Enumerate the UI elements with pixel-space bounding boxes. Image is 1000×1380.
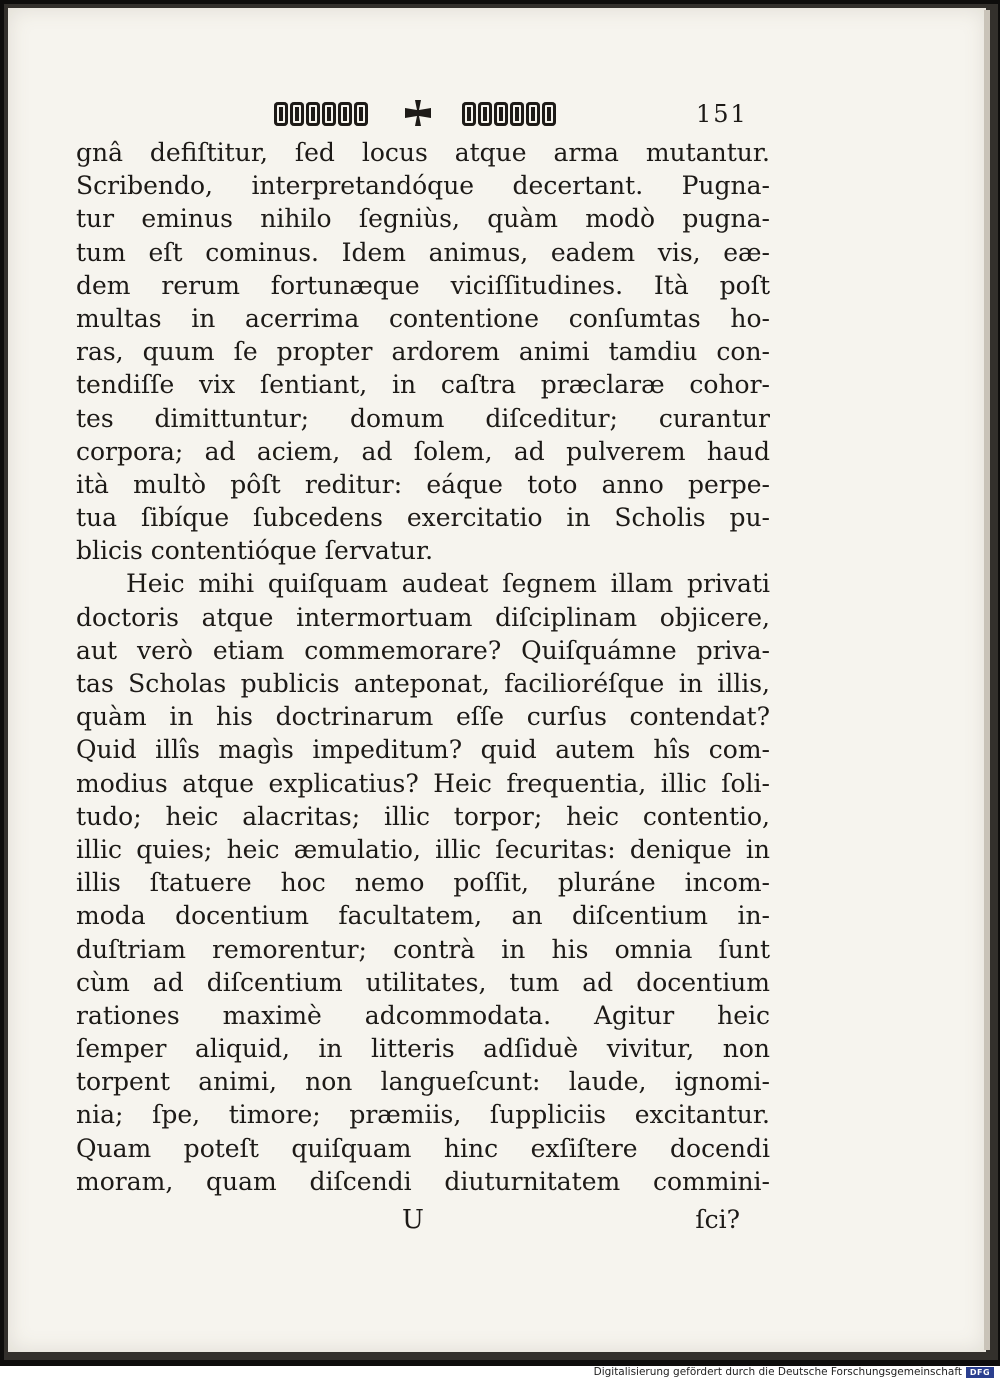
text-line: multas in acerrima contentione conſumtas ho-	[76, 303, 770, 333]
text-line: doctoris atque intermortuam diſciplinam objicere,	[76, 602, 770, 632]
credit-text: Digitalisierung gefördert durch die Deutsche Forschungsgemeinschaft	[593, 1366, 962, 1378]
text-line: moram, quam diſcendi diuturnitatem commini-	[76, 1166, 770, 1196]
signature-mark: U	[402, 1205, 424, 1235]
page-edge	[984, 10, 990, 1350]
text-line: rationes maximè adcommodata. Agitur heic	[76, 1000, 770, 1030]
text-line: quàm in his doctrinarum eſſe curſus contendat?	[76, 702, 770, 732]
text-line: Quam poteſt quiſquam hinc exſiſtere docendi	[76, 1133, 770, 1163]
text-line: illis ſtatuere hoc nemo poſſit, pluráne incom-	[76, 868, 770, 898]
text-line: illic quies; heic æmulatio, illic ſecuritas: denique in	[76, 834, 770, 864]
text-line: torpent animi, non langueſcunt: laude, ignomi-	[76, 1067, 770, 1097]
text-line: tas Scholas publicis anteponat, facilioréſque in illis,	[76, 669, 770, 698]
cross-pattee-icon	[402, 98, 434, 128]
text-line: ras, quum ſe propter ardorem animi tamdiu con-	[76, 337, 770, 367]
credit-bar	[0, 1366, 1000, 1380]
text-line: Scribendo, interpretandóque decertant. Pugna-	[76, 171, 770, 201]
ornament-band-icon	[274, 100, 368, 128]
text-line: corpora; ad aciem, ad ſolem, ad pulverem haud	[76, 436, 770, 466]
text-line: Quid illîs magìs impeditum? quid autem hîs com-	[76, 735, 770, 765]
running-head	[270, 98, 748, 132]
text-line: dem rerum fortunæque viciſſitudines. Ità poſt	[76, 270, 770, 300]
text-line: tes dimittuntur; domum diſceditur; curantur	[76, 403, 770, 433]
text-line: aut verò etiam commemorare? Quiſquámne priva-	[76, 635, 770, 665]
text-line: moda docentium facultatem, an diſcentium in-	[76, 901, 770, 931]
text-line: tum eſt cominus. Idem animus, eadem vis, eæ-	[76, 237, 770, 267]
text-line: cùm ad diſcentium utilitates, tum ad docentium	[76, 967, 770, 997]
text-line: nia; ſpe, timore; præmiis, ſuppliciis excitantur.	[76, 1100, 770, 1130]
catchword: ſci?	[695, 1205, 740, 1234]
text-line: tua ſibíque ſubcedens exercitatio in Scholis pu-	[76, 503, 770, 533]
body-text	[76, 136, 770, 1198]
text-line: modius atque explicatius? Heic frequentia, illic ſoli-	[76, 768, 770, 798]
text-line: tur eminus nihilo ſegniùs, quàm modò pugna-	[76, 204, 770, 234]
text-line: blicis contentióque ſervatur.	[76, 536, 434, 566]
text-line: ſemper aliquid, in litteris adſiduè vivitur, non	[76, 1034, 770, 1064]
page-footer	[76, 1205, 770, 1245]
text-line: Heic mihi quiſquam audeat ſegnem illam privati	[126, 569, 770, 599]
text-line: ità multò pôſt reditur: eáque toto anno perpe-	[76, 469, 770, 499]
text-line: tendiſſe vix ſentiant, in caſtra præclaræ cohor-	[76, 370, 770, 400]
text-line: duſtriam remorentur; contrà in his omnia ſunt	[76, 934, 770, 964]
dfg-logo: DFG	[966, 1367, 994, 1378]
text-line: tudo; heic alacritas; illic torpor; heic contentio,	[76, 801, 770, 831]
text-line: gnâ defiſtitur, ſed locus atque arma mutantur.	[76, 138, 770, 167]
page-number: 151	[696, 100, 748, 128]
ornament-band-icon	[462, 100, 556, 128]
